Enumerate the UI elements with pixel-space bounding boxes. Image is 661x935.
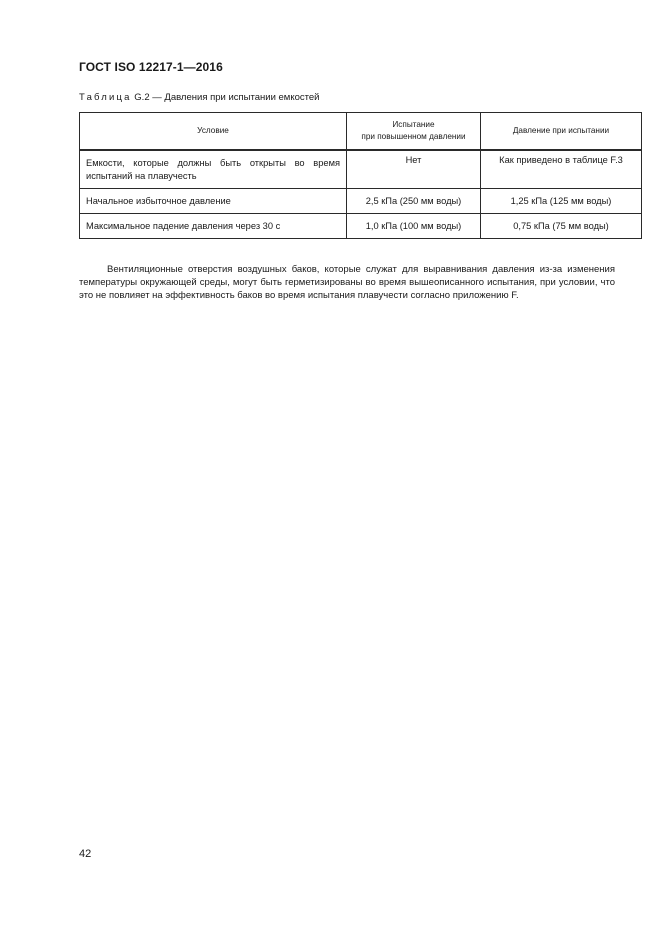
table-caption-title: G.2 — Давления при испытании емкостей	[131, 92, 320, 103]
table-row	[80, 150, 642, 189]
body-paragraph: Вентиляционные отверстия воздушных баков, которые служат для выравнивания давления из-за изменения температуры окружающей среды, могут быть герметизированы во время вышеописанного испытания, при условии, что это не повлияет на эффективность баков во время испытания плавучести согласно приложению F.	[79, 264, 615, 302]
table-header-row	[80, 113, 642, 151]
cell-condition: Максимальное падение давления через 30 с	[80, 214, 347, 239]
cell-overpressure-test: Нет	[347, 150, 481, 189]
cell-test-pressure: Как приведено в таблице F.3	[481, 150, 642, 189]
table-caption	[79, 92, 319, 103]
column-header-test-pressure: Давление при испытании	[481, 113, 642, 151]
cell-condition: Начальное избыточное давление	[80, 189, 347, 214]
cell-test-pressure: 0,75 кПа (75 мм воды)	[481, 214, 642, 239]
cell-overpressure-test: 1,0 кПа (100 мм воды)	[347, 214, 481, 239]
table-row	[80, 214, 642, 239]
cell-condition: Емкости, которые должны быть открыты во время испытаний на плавучесть	[80, 150, 347, 189]
column-header-condition: Условие	[80, 113, 347, 151]
document-header: ГОСТ ISO 12217-1—2016	[79, 60, 223, 74]
cell-test-pressure: 1,25 кПа (125 мм воды)	[481, 189, 642, 214]
cell-overpressure-test: 2,5 кПа (250 мм воды)	[347, 189, 481, 214]
table-caption-label: Таблица	[79, 92, 132, 103]
page-number: 42	[79, 848, 92, 860]
pressure-test-table	[79, 112, 642, 239]
table-row	[80, 189, 642, 214]
column-header-overpressure-test: Испытание при повышенном давлении	[347, 113, 481, 151]
